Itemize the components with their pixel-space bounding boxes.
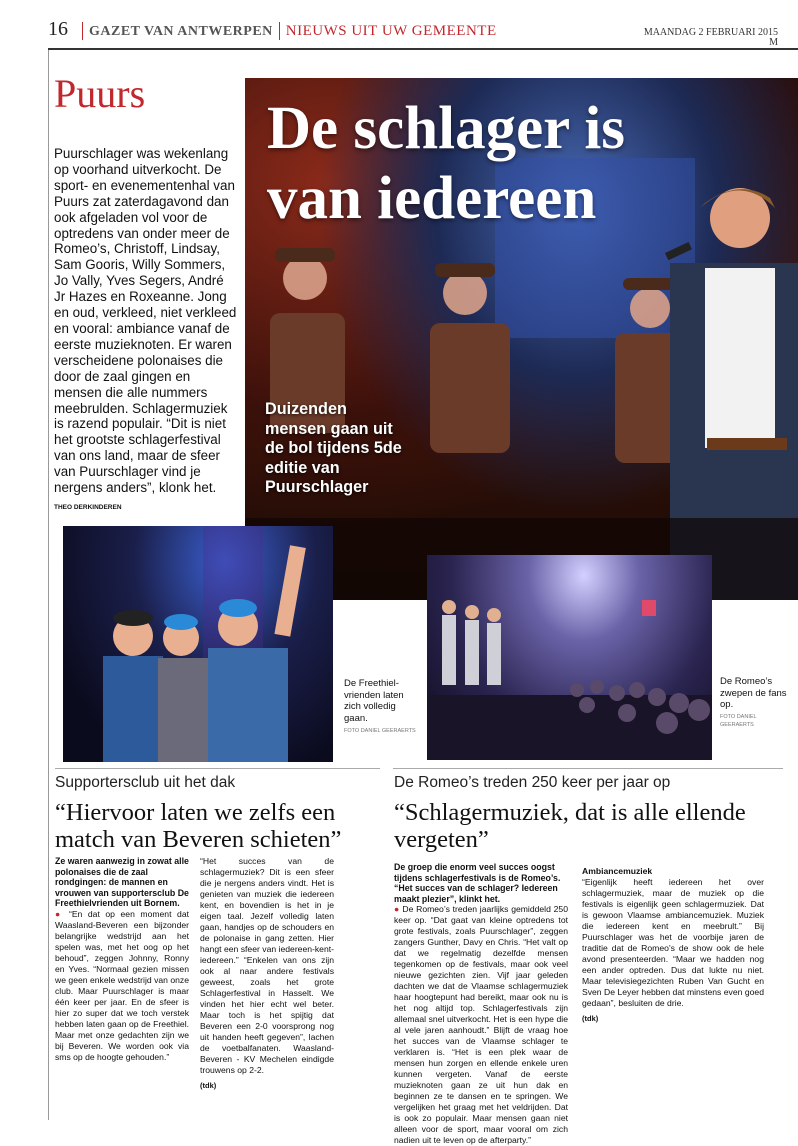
hero-headline-line1: De schlager is xyxy=(267,95,626,162)
hero-photo xyxy=(245,78,798,600)
article-left-lead: Ze waren aanwezig in zowat alle polonaises die de zaal rondgingen: de mannen en vrouwen van supportersclub De Freethielvrienden uit Bornem. xyxy=(55,856,189,909)
article-right-column-1 xyxy=(394,862,568,1146)
intro-text: Puurschlager was wekenlang op voorhand uitverkocht. De sport- en evenementenhal van Puurs zat zaterdagavond dan ook afgeladen vol voor de optredens van onder meer de Romeo’s, Christoff, Lindsay, Sam Gooris, Willy Sommers, Jo Vally, Yves Segers, André Jr Hazes en Roxeanne. Jong en oud, verkleed, niet verkleed en vooral: ambiance vanaf de eerste muzieknoten. Er waren verscheidene polonaises die door de zaal gingen en mensen die alle nummers meebrulden. Schlagermuziek is razend populair. “Dit is niet het grootste schlagerfestival van ons land, maar de sfeer van Puurschlager vind je nergens anders”, klonk het. xyxy=(54,146,237,496)
article-right-col2-text: “Eigenlijk heeft iedereen het over schlagermuziek, maar de muziek op die festivals is eigenlijk geen schlagermuziek. Dat is gewoon Vlaamse ambiancemuziek. Muziek die iedereen kent en meebrult.” Bij Puurschlager was het de voorbije jaren de traditie dat de Romeo’s de show ook de hele avond presenteerden. “Maar we hadden nog een ander optreden. Dus dat lukte nu niet. Maar televisiegezichten Ruben Van Gucht en Sven De Leyer hebben dat minstens even goed gedaan”, besluiten de drie. xyxy=(582,877,764,1008)
header-divider xyxy=(279,22,280,40)
header-rule xyxy=(48,48,798,50)
romeos-caption xyxy=(720,676,790,729)
town-title: Puurs xyxy=(54,71,146,116)
article-right xyxy=(394,773,774,853)
publication-date xyxy=(644,28,778,48)
article-right-signature: (tdk) xyxy=(582,1014,599,1023)
article-right-kicker: De Romeo’s treden 250 keer per jaar op xyxy=(394,774,671,791)
date-text: MAANDAG 2 FEBRUARI 2015 xyxy=(643,27,778,38)
intro-credit: THEO DERKINDEREN xyxy=(54,504,122,511)
romeos-caption-text: De Romeo’s zwepen de fans op. xyxy=(720,676,787,710)
romeos-stage-photo xyxy=(427,555,712,760)
article-left-headline: “Hiervoor laten we zelfs een match van Beveren schieten” xyxy=(55,799,342,853)
article-left xyxy=(55,773,380,853)
article-right-subhead: Ambiancemuziek xyxy=(582,866,653,876)
hero-headline-line2: van iedereen xyxy=(267,165,597,232)
article-right-body xyxy=(394,862,764,1146)
article-left-column-2 xyxy=(200,856,334,1091)
newspaper-name: GAZET VAN ANTWERPEN xyxy=(89,24,273,39)
article-right-rule xyxy=(393,768,783,769)
page-number: 16 xyxy=(48,18,68,40)
article-left-col1-text: “En dat op een moment dat Waasland-Beveren een bijzonder belangrijke wedstrijd aan het spelen was, met het oog op het behoud”, zeggen Johnny, Ronny en Yves. “Normaal gezien missen we geen enkele wedstrijd van onze club. Maar Puurschlager is maar één keer per jaar. En de sfeer is hier zo super dat we toch verstek hebben laten gaan op de Freethiel. Maar met onze gedachten zijn we bij Beveren. We worden ook via sms op de hoogte gehouden.” xyxy=(55,908,189,1062)
article-right-col1-text: De Romeo’s treden jaarlijks gemiddeld 250 keer op. “Dat gaat van kleine optredens tot grote festivals, zoals Puurschlager”, zeggen zangers Gunther, Davy en Chris. “Het valt op dat we regelmatig dezelfde mensen tegenkomen op de festivals, maar ook veel nieuwe gezichten zien. Vijf jaar geleden dachten we dat de Vlaamse schlagermuziek haar hoogtepunt had bereikt, maar ook nu is het nog altijd top. Schlagerfestivals zijn allemaal snel uitverkocht. Het is een hype die al vele jaren aanhoudt.” Blijft de vraag hoe het succes van de Vlaamse schlager te verklaren is. “Het is een plek waar de mensen hun zorgen en ellende enkele uren kunnen vergeten. Vanaf de eerste muzieknoten gaan ze uit hun dak en beginnen ze te dansen en te springen. We vergelijken het graag met het veldrijden. Dat is ook zo populair. Maar mensen gaan niet alleen voor de sport, maar vooral om zich nadien uit te leven op de afterparty.” xyxy=(394,904,568,1146)
hero-caption: Duizenden mensen gaan uit de bol tijdens 5de editie van Puurschlager xyxy=(265,400,402,496)
supporters-caption xyxy=(344,678,416,735)
supporters-photo-credit: FOTO DANIEL GEERAERTS xyxy=(344,728,416,734)
column-rule xyxy=(48,50,49,1120)
article-right-column-2 xyxy=(582,862,764,1146)
romeos-photo-credit: FOTO DANIEL GEERAERTS xyxy=(720,713,757,728)
supporters-caption-text: De Freethiel-vrienden laten zich volledig gaan. xyxy=(344,678,404,724)
hero-headline xyxy=(267,94,625,234)
article-right-lead: De groep die enorm veel succes oogst tijdens schlagerfestivals is de Romeo’s. “Het succes van de schlager? Iedereen maakt plezier”, klinkt het. xyxy=(394,862,561,904)
article-left-col2-text: “Het succes van de schlagermuziek? Dit is een sfeer die je nergens anders vindt. Het is genieten van muziek die iedereen kent, en bovendien is het in je eigen taal. Jezelf volledig laten gaan, handjes op de schouders en de polonaise in gang zetten. Hier hangt een sfeer van iedereen-kent-iedereen.” “Enkelen van ons zijn ook al naar andere festivals geweest, zoals het grote Schlagerfestival in Hasselt. We vinden het hier echt wel beter. Maar toch is het spijtig dat Beveren een 2-0 voorsprong nog uit handen heeft gegeven”, lachen de voetbalfanaten. Waasland-Beveren - KV Mechelen eindigde trouwens op 2-2. xyxy=(200,856,334,1075)
section-name: NIEUWS UIT UW GEMEENTE xyxy=(285,23,497,39)
article-left-column-1 xyxy=(55,856,189,1091)
article-left-rule xyxy=(55,768,380,769)
edition-marker: M xyxy=(769,37,778,48)
bullet-dot-icon: ● xyxy=(55,908,64,919)
bullet-dot-icon: ● xyxy=(394,904,400,915)
header-divider xyxy=(82,22,83,40)
article-left-body xyxy=(55,856,334,1091)
supporters-photo xyxy=(63,526,333,762)
supporters-photo-illustration xyxy=(63,526,333,762)
page-header xyxy=(48,18,778,48)
article-left-kicker: Supportersclub uit het dak xyxy=(55,774,236,791)
romeos-photo-illustration xyxy=(427,555,712,760)
article-right-headline: “Schlagermuziek, dat is alle ellende vergeten” xyxy=(394,799,746,853)
article-left-signature: (tdk) xyxy=(200,1081,217,1090)
